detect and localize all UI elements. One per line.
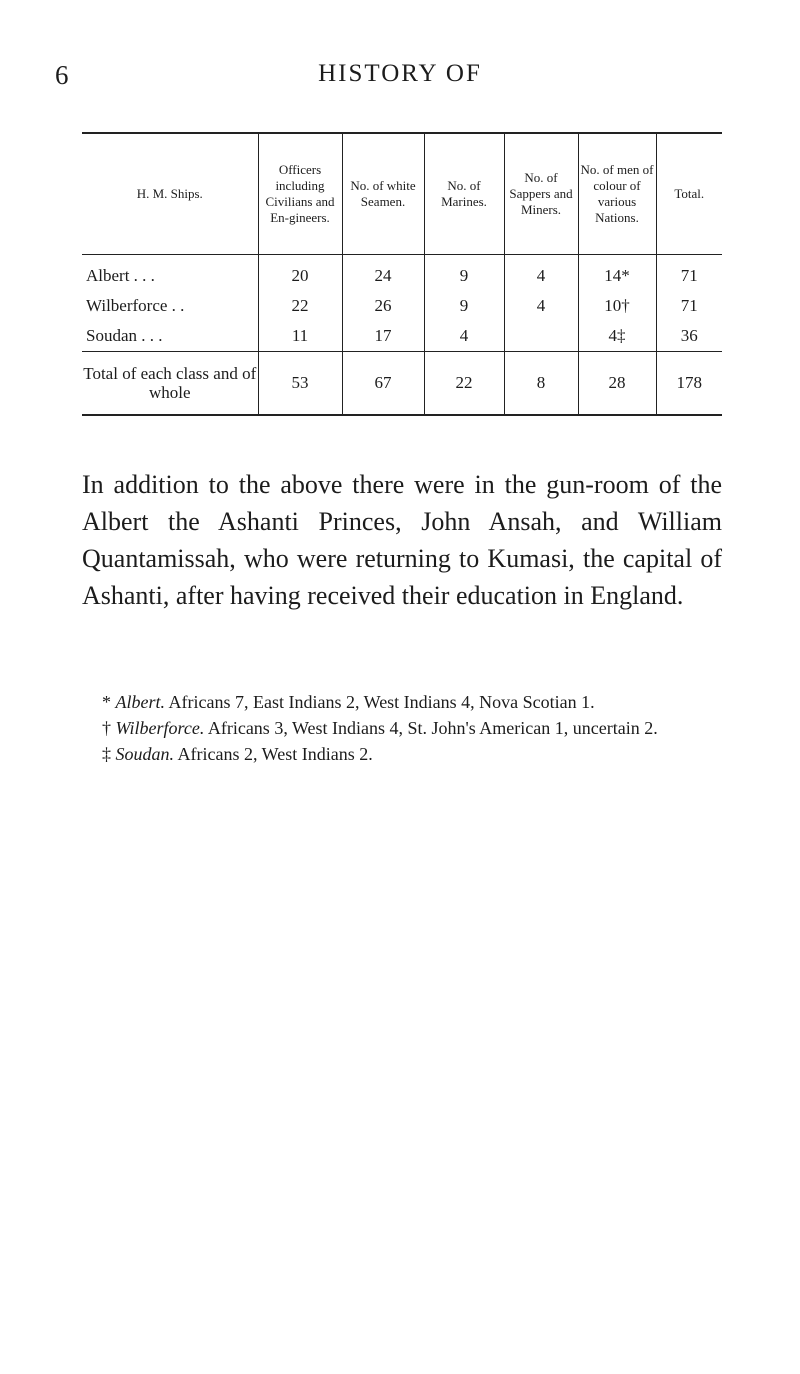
col-header-colour: No. of men of colour of various Nations. (578, 133, 656, 255)
cell-colour: 28 (578, 352, 656, 416)
cell-sappers: 8 (504, 352, 578, 416)
cell-total-label: Total of each class and of whole (82, 352, 258, 416)
table-row (82, 321, 722, 352)
cell-sappers: 4 (504, 291, 578, 321)
crew-table (82, 132, 722, 416)
cell-seamen: 17 (342, 321, 424, 352)
footnote-ship: Wilberforce. (115, 718, 205, 738)
col-header-ships: H. M. Ships. (82, 133, 258, 255)
footnote-mark: † (102, 718, 111, 738)
footnote-ship: Soudan. (115, 744, 174, 764)
cell-officers: 53 (258, 352, 342, 416)
cell-ship: Wilberforce . . (86, 296, 185, 315)
table-total-row (82, 352, 722, 416)
col-header-sappers: No. of Sappers and Miners. (504, 133, 578, 255)
cell-marines: 4 (424, 321, 504, 352)
cell-total: 36 (656, 321, 722, 352)
body-paragraph: In addition to the above there were in the gun-room of the Albert the Ashanti Princes, John Ansah, and William Quantamissah, who were returning to Kumasi, the capital of Ashanti, after having received their education in England. (82, 470, 722, 610)
page-number: 6 (55, 60, 69, 90)
cell-colour: 14* (578, 255, 656, 292)
footnote (82, 742, 722, 766)
footnotes (82, 690, 722, 768)
table-header-row (82, 133, 722, 255)
footnote (82, 690, 722, 714)
cell-ship: Soudan . . . (86, 326, 163, 345)
footnote (82, 716, 722, 740)
cell-marines: 9 (424, 291, 504, 321)
cell-colour: 4‡ (578, 321, 656, 352)
crew-table-container (82, 132, 722, 416)
cell-seamen: 26 (342, 291, 424, 321)
cell-marines: 9 (424, 255, 504, 292)
footnote-ship: Albert. (115, 692, 165, 712)
cell-ship: Albert . . . (86, 266, 155, 285)
col-header-marines: No. of Marines. (424, 133, 504, 255)
cell-sappers (504, 321, 578, 352)
cell-total: 71 (656, 255, 722, 292)
footnote-text: Africans 3, West Indians 4, St. John's American 1, uncertain 2. (207, 718, 658, 738)
cell-seamen: 24 (342, 255, 424, 292)
cell-marines: 22 (424, 352, 504, 416)
footnote-text: Africans 2, West Indians 2. (177, 744, 373, 764)
cell-officers: 11 (258, 321, 342, 352)
cell-officers: 22 (258, 291, 342, 321)
col-header-seamen: No. of white Seamen. (342, 133, 424, 255)
footnote-mark: * (102, 692, 111, 712)
cell-officers: 20 (258, 255, 342, 292)
table-row (82, 255, 722, 292)
cell-seamen: 67 (342, 352, 424, 416)
table-row (82, 291, 722, 321)
running-header (0, 60, 800, 100)
col-header-officers: Officers including Civilians and En-gineers. (258, 133, 342, 255)
col-header-total: Total. (656, 133, 722, 255)
cell-total: 71 (656, 291, 722, 321)
cell-total: 178 (656, 352, 722, 416)
running-title: HISTORY OF (318, 60, 482, 87)
footnote-mark: ‡ (102, 744, 111, 764)
cell-sappers: 4 (504, 255, 578, 292)
cell-colour: 10† (578, 291, 656, 321)
footnote-text: Africans 7, East Indians 2, West Indians 4, Nova Scotian 1. (168, 692, 595, 712)
